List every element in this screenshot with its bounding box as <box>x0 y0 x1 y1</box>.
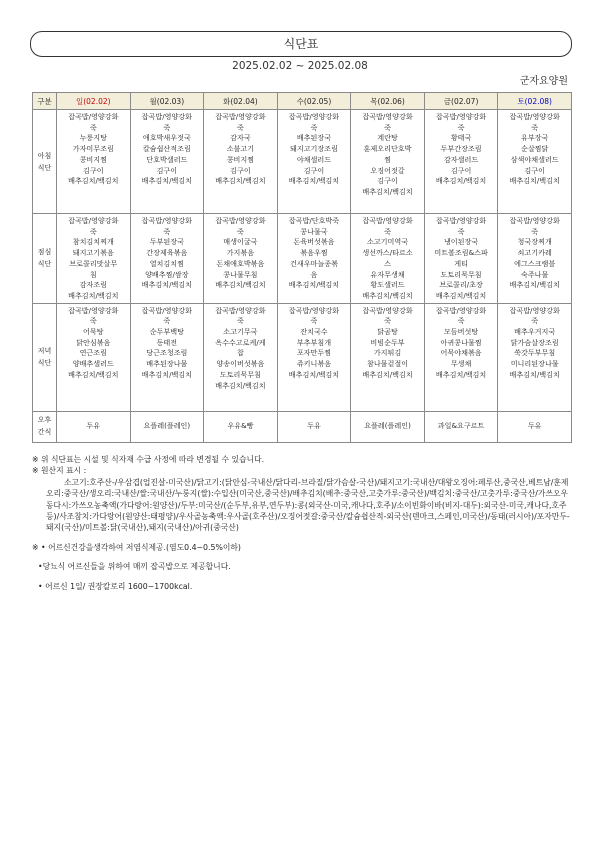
day-header-sat: 토(02.08) <box>498 93 572 110</box>
dinner-cell <box>424 303 498 411</box>
menu-item: 죽 <box>531 226 539 236</box>
menu-item: 배추김치/백김치 <box>141 176 193 186</box>
breakfast-cell <box>57 110 131 214</box>
menu-item: 숙주나물 <box>520 269 549 279</box>
notes-section <box>32 454 572 592</box>
menu-item: 간장제육볶음 <box>146 248 188 258</box>
menu-item: 배추김치/백김치 <box>362 369 413 379</box>
menu-item: 김구이 <box>303 165 325 175</box>
menu-item: 옥수수고로케/케 <box>215 337 266 347</box>
lunch-cell <box>204 214 278 304</box>
menu-item: 잡곡밥/영양강화 <box>435 112 487 121</box>
menu-item: 냉이된장국 <box>443 237 479 247</box>
breakfast-cell <box>130 110 204 214</box>
menu-item: 김구이 <box>450 165 472 175</box>
menu-item: 잡곡밥/단호박죽 <box>288 216 340 225</box>
snack-row <box>33 411 572 442</box>
lunch-cell <box>424 214 498 304</box>
menu-item: 닭안심볶음 <box>76 337 111 347</box>
menu-item: 참나물겉절이 <box>366 359 409 369</box>
menu-item: 양배추샐러드 <box>72 359 114 369</box>
day-header-tue: 화(02.04) <box>204 93 278 110</box>
menu-item: 돈채애호박볶음 <box>216 258 265 268</box>
menu-item: 죽 <box>89 122 97 132</box>
menu-item: 소고기무국 <box>223 327 258 337</box>
lunch-cell <box>351 214 425 304</box>
menu-item: 김구이 <box>377 176 398 186</box>
menu-item: 미니리된장나물 <box>510 359 559 369</box>
menu-item: 배추김치/백김치 <box>362 290 413 300</box>
menu-item: 잡곡밥/영양강화 <box>435 305 487 315</box>
note-low-salt: ※ • 어르신건강을생각하여 저염식제공.(염도0.4~0.5%이하) <box>32 542 241 552</box>
day-header-fri: 금(02.07) <box>424 93 498 110</box>
menu-item: 배추김치/백김치 <box>435 176 487 186</box>
lunch-row <box>33 214 572 304</box>
meal-label-line: 점심 <box>37 247 52 257</box>
menu-item: 배추김치/백김치 <box>509 176 560 186</box>
menu-item: 배추김치/백김치 <box>288 176 340 186</box>
menu-item: 죽 <box>89 316 97 326</box>
day-header-mon: 월(02.03) <box>130 93 204 110</box>
menu-item: 매생이굴국 <box>223 237 258 247</box>
page-title: 식단표 <box>30 31 572 57</box>
day-header-sun: 일(02.02) <box>57 93 131 110</box>
menu-item: 소고기미역국 <box>366 237 409 247</box>
note-origin-title: ※ 원산지 표시 : <box>32 466 87 476</box>
menu-item: 소불고기 <box>226 144 255 154</box>
menu-item: 브로콜리/초장 <box>439 280 483 290</box>
dinner-cell <box>498 303 572 411</box>
menu-item: 삼색야채샐러드 <box>510 154 559 164</box>
menu-item: 죽 <box>310 122 318 132</box>
menu-item: 김구이 <box>524 165 545 175</box>
header-label: 구분 <box>33 93 57 110</box>
menu-item: 침 <box>89 269 97 279</box>
snack-cell: 요플레(플레인) <box>351 411 425 442</box>
menu-item: 잡곡밥/영양강화 <box>509 112 560 121</box>
menu-item: 두부된장국 <box>149 237 184 247</box>
menu-item: 비빔순두부 <box>370 337 405 347</box>
menu-item: 콩나물무침 <box>223 269 258 279</box>
dinner-cell <box>351 303 425 411</box>
menu-item: 포자만두찜 <box>296 348 332 358</box>
menu-item: 죽 <box>531 122 539 132</box>
menu-item: 야채샐러드 <box>296 154 332 164</box>
lunch-cell <box>277 214 351 304</box>
breakfast-label <box>33 110 57 214</box>
menu-item: 배추김치/백김치 <box>288 280 340 290</box>
menu-item: 양송이버섯볶음 <box>216 359 265 369</box>
menu-item: 잡곡밥/영양강화 <box>68 305 119 315</box>
snack-cell: 두유 <box>57 411 131 442</box>
organization-name: 군자요양원 <box>519 76 568 87</box>
menu-item: 죽 <box>384 316 391 326</box>
meal-label-line: 아침 <box>37 150 52 160</box>
header-row <box>33 93 572 110</box>
menu-item: 훈제오리단호박 <box>363 144 412 154</box>
menu-item: 쑥갓두부무침 <box>514 348 556 358</box>
menu-item: 미트볼조림&스파 <box>434 248 488 258</box>
meal-label-line: 저녁 <box>37 346 52 356</box>
menu-item: 콩비지찜 <box>226 154 255 164</box>
menu-item: 죽 <box>236 316 244 326</box>
breakfast-row <box>33 110 572 214</box>
dinner-cell <box>130 303 204 411</box>
menu-table <box>32 92 572 443</box>
menu-item: 참치김치찌개 <box>72 237 114 247</box>
menu-item: 잡곡밥/영양강화 <box>68 216 119 225</box>
menu-item: 황태국 <box>450 133 472 143</box>
menu-item: 죽 <box>457 316 465 326</box>
menu-item: 브로콜리맛살무 <box>69 258 118 268</box>
menu-item: 죽 <box>384 226 391 236</box>
menu-item: 배추김치/백김치 <box>435 369 487 379</box>
menu-item: 쇠고기카레 <box>517 248 552 258</box>
menu-item: 가지튀김 <box>373 348 402 358</box>
dinner-label <box>33 303 57 411</box>
lunch-cell <box>498 214 572 304</box>
menu-item: 쥬키니볶음 <box>296 359 332 369</box>
menu-item: 가자미무조림 <box>72 144 114 154</box>
menu-item: 양배추찜/쌈장 <box>145 269 189 279</box>
meal-label-line: 식단 <box>37 162 52 172</box>
menu-item: 생선까스/타르소 <box>362 248 413 258</box>
menu-item: 모듬버섯탕 <box>443 327 479 337</box>
menu-item: 배추김치/백김치 <box>141 369 193 379</box>
menu-item: 잡곡밥/영양강화 <box>141 216 193 225</box>
menu-item: 잡곡밥/영양강화 <box>509 216 560 225</box>
menu-item: 잡곡밥/영양강화 <box>288 305 340 315</box>
snack-cell: 두유 <box>277 411 351 442</box>
menu-item: 칼슘쉽산적조림 <box>142 144 191 154</box>
menu-item: 계란탕 <box>377 133 398 143</box>
menu-item: 잡곡밥/영양강화 <box>288 112 340 121</box>
menu-item: 잡곡밥/영양강화 <box>362 112 413 121</box>
menu-item: 에그스크램블 <box>514 258 556 268</box>
note-diabetes: •당뇨식 어르신들을 위하여 매끼 잡곡밥으로 제공합니다. <box>38 562 231 572</box>
snack-cell: 우유&빵 <box>204 411 278 442</box>
menu-item: 게티 <box>454 258 468 268</box>
menu-item: 김구이 <box>230 165 251 175</box>
menu-item: 죽 <box>163 226 171 236</box>
breakfast-cell <box>351 110 425 214</box>
meal-label-line: 식단 <box>37 259 52 269</box>
menu-item: 유자무생채 <box>370 269 405 279</box>
menu-item: 두부간장조림 <box>440 144 482 154</box>
menu-item: 잡곡밥/영양강화 <box>362 305 413 315</box>
menu-item: 어묵탕 <box>83 327 104 337</box>
menu-item: 배추김치/백김치 <box>509 369 560 379</box>
menu-item: 배추김치/백김치 <box>435 290 487 300</box>
menu-period: 2025.02.02 ~ 2025.02.08 <box>232 60 368 72</box>
menu-item: 배추된장국 <box>296 133 332 143</box>
meal-label-line: 식단 <box>37 358 52 368</box>
breakfast-cell <box>204 110 278 214</box>
menu-item: 열치김치찜 <box>149 258 184 268</box>
menu-item: 콩나물국 <box>300 226 328 236</box>
lunch-label <box>33 214 57 304</box>
menu-item: 돼지고기볶음 <box>72 248 114 258</box>
menu-item: 가지볶음 <box>226 248 255 258</box>
menu-item: 죽 <box>236 226 244 236</box>
menu-item: 배추김치/백김치 <box>215 380 266 390</box>
menu-item: 잡곡밥/영양강화 <box>215 305 266 315</box>
menu-item: 돈육버섯볶음 <box>293 237 335 247</box>
menu-item: 배추김치/백김치 <box>509 280 560 290</box>
menu-item: 황도샐러드 <box>370 280 405 290</box>
menu-item: 죽 <box>531 316 539 326</box>
dinner-cell <box>277 303 351 411</box>
dinner-cell <box>57 303 131 411</box>
menu-item: 당근조청조림 <box>146 348 188 358</box>
snack-cell: 두유 <box>498 411 572 442</box>
menu-item: 배추김치/백김치 <box>68 176 119 186</box>
menu-item: 감자조림 <box>79 280 107 290</box>
menu-item: 배추김치/백김치 <box>141 280 193 290</box>
menu-item: 죽 <box>457 226 465 236</box>
menu-item: 잡곡밥/영양강화 <box>68 112 119 121</box>
menu-item: 죽 <box>163 316 171 326</box>
breakfast-cell <box>498 110 572 214</box>
menu-item: 김구이 <box>156 165 178 175</box>
menu-item: 잡곡밥/영양강화 <box>215 112 266 121</box>
menu-item: 배추된장나물 <box>146 359 188 369</box>
menu-item: 순두부백탕 <box>149 327 184 337</box>
menu-item: 애호박새우젓국 <box>142 133 191 143</box>
menu-item: 잡곡밥/영양강화 <box>362 216 413 225</box>
breakfast-cell <box>277 110 351 214</box>
meal-label-line: 오후 <box>37 415 52 425</box>
day-header-thu: 목(02.06) <box>351 93 425 110</box>
menu-item: 스 <box>384 258 391 268</box>
menu-item: 배추김치/백김치 <box>288 369 340 379</box>
menu-item: 잡곡밥/영양강화 <box>435 216 487 225</box>
menu-item: 잡곡밥/영양강화 <box>509 305 560 315</box>
menu-item: 유부장국 <box>520 133 549 143</box>
menu-item: 볶음우찜 <box>300 248 328 258</box>
menu-item: 잡곡밥/영양강화 <box>141 305 193 315</box>
menu-item: 어묵야채볶음 <box>440 348 482 358</box>
menu-item: 죽 <box>310 316 318 326</box>
menu-item: 오징어젓갈 <box>370 165 405 175</box>
menu-item: 동태전 <box>156 337 178 347</box>
menu-item: 배추김치/백김치 <box>362 186 413 196</box>
menu-item: 누룽지탕 <box>79 133 107 143</box>
note-calories: • 어르신 1일/ 권장칼로리 1600~1700kcal. <box>38 581 193 591</box>
menu-item: 죽 <box>384 122 391 132</box>
lunch-cell <box>57 214 131 304</box>
menu-item: 아귀콩나물찜 <box>440 337 482 347</box>
menu-item: 찜 <box>384 154 391 164</box>
menu-item: 감자샐러드 <box>443 154 479 164</box>
menu-item: 배추김치/백김치 <box>68 369 119 379</box>
menu-item: 배추김치/백김치 <box>68 290 119 300</box>
menu-item: 죽 <box>89 226 97 236</box>
menu-item: 찹 <box>236 348 244 358</box>
menu-item: 닭가슴살장조림 <box>510 337 559 347</box>
snack-label <box>33 411 57 442</box>
menu-item: 무생채 <box>450 359 472 369</box>
menu-item: 건새우마늘종볶 <box>289 258 338 268</box>
menu-item: 잡곡밥/영양강화 <box>215 216 266 225</box>
breakfast-cell <box>424 110 498 214</box>
note-origin-list: 소고기:호주산-/우삼겹(업진살-미국산)/닭고기:(닭안심-국내산/닭다리-브라질/닭가슴살-국산)/돼지고기:국내산/대왕오징어:페루산,중국산,베트남/훈제오리:중국산/생오리:국내산/쌀:국내산/누룽지(쌀):수입산(미국산,중국산)/배추김치(배추:중국산,고춧가루:중국산)/백김치:중국산/고춧가루:중국산/가쓰오우동다시:가쓰오농축액(가다랑어:원양산)/두부:미국산/(순두부,유부,연두부):콩(외국산-미국,캐나다,호주)/소이빈화이바(비지-대두):외국산-미국,캐나다,호주등)/사조참치:가다랑어(원양산:태평양)/우사골농축액:우사골(호주산)/오징어젓갈:중국산/칼슘쉽산적-외국산(덴마크,스페인,미국산)/동태(러시아)/포자만두-돼지(국산)/미트볼:닭(국내산),돼지(국내산)/아귀(중국산) <box>46 477 570 533</box>
menu-item: 잡곡밥/영양강화 <box>141 112 193 121</box>
menu-item: 돼지고기장조림 <box>289 144 338 154</box>
menu-item: 배추김치/백김치 <box>215 176 266 186</box>
menu-item: 김구이 <box>83 165 104 175</box>
menu-item: 감자국 <box>230 133 251 143</box>
menu-item: 청국장찌개 <box>517 237 552 247</box>
day-header-wed: 수(02.05) <box>277 93 351 110</box>
menu-item: 배추우거지국 <box>514 327 556 337</box>
menu-item: 죽 <box>236 122 244 132</box>
menu-item: 부추부침개 <box>296 337 332 347</box>
note-change-notice: ※ 위 식단표는 시설 및 식자재 수급 사정에 따라 변경될 수 있습니다. <box>32 455 265 464</box>
menu-item: 닭곰탕 <box>377 327 398 337</box>
menu-item: 죽 <box>457 122 465 132</box>
menu-item: 단호박샐러드 <box>146 154 188 164</box>
menu-item: 순살찜닭 <box>520 144 549 154</box>
menu-item: 배추김치/백김치 <box>215 280 266 290</box>
menu-item: 잔치국수 <box>300 327 328 337</box>
dinner-cell <box>204 303 278 411</box>
snack-cell: 요플레(플레인) <box>130 411 204 442</box>
menu-item: 도토리묵무침 <box>219 369 261 379</box>
menu-item: 죽 <box>163 122 171 132</box>
menu-item: 음 <box>310 269 318 279</box>
dinner-row <box>33 303 572 411</box>
meal-label-line: 간식 <box>37 427 52 437</box>
menu-item: 도토리묵무침 <box>440 269 482 279</box>
menu-item: 콩비지찜 <box>79 154 107 164</box>
menu-item: 연근조림 <box>79 348 107 358</box>
lunch-cell <box>130 214 204 304</box>
snack-cell: 과일&요구르트 <box>424 411 498 442</box>
